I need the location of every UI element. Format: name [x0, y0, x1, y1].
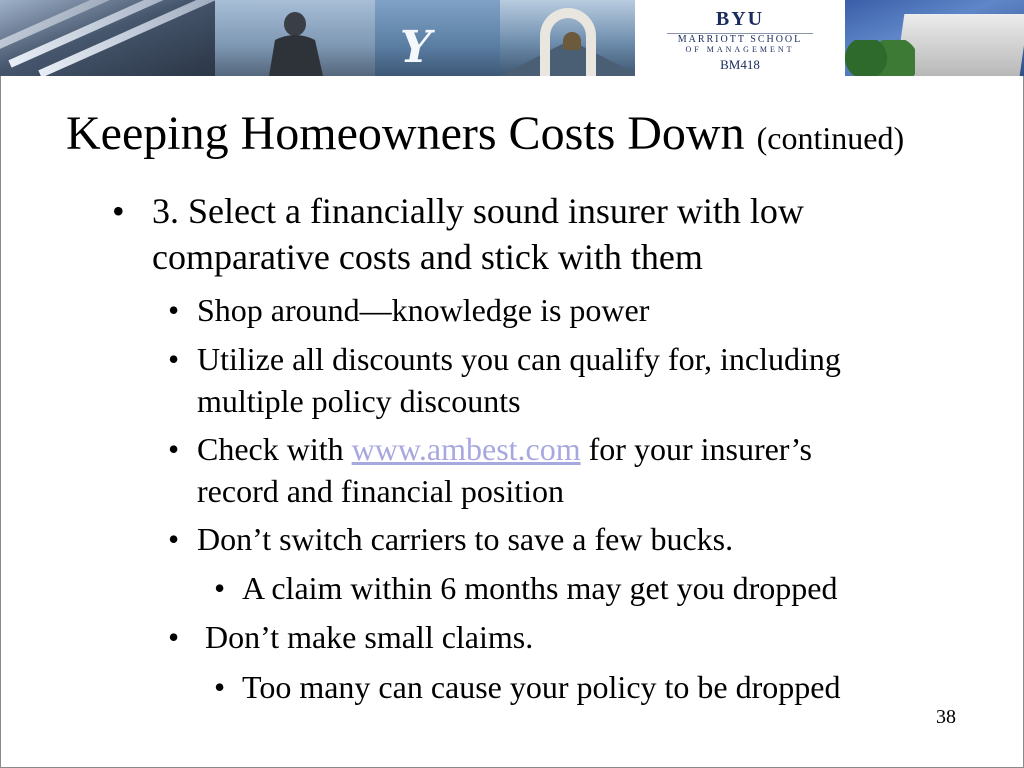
page-number: 38: [936, 706, 956, 728]
banner-photo-architecture: [0, 0, 215, 76]
main-bullet: [112, 188, 804, 280]
byu-marriott-logo: [635, 0, 845, 76]
bullet-dot: •: [214, 669, 226, 705]
sub-bullet-switch-text: Don’t switch carriers to save a few bucks.: [197, 521, 734, 557]
bullet-dot: •: [214, 570, 226, 606]
bullet-dot: •: [168, 341, 180, 377]
title-suffix: (continued): [756, 120, 905, 156]
sub-bullet-shop-text: Shop around—knowledge is power: [197, 292, 650, 328]
banner-photo-y-mountain: [375, 0, 500, 76]
sub-bullet-shop: [168, 289, 649, 331]
sub-bullet-discounts: [168, 338, 841, 422]
slide-title: [66, 106, 904, 161]
sub-bullet-claims-text: Don’t make small claims.: [197, 619, 534, 655]
sub-bullet-switch: [168, 518, 733, 560]
bullet-dot: •: [168, 292, 180, 328]
ambest-link[interactable]: www.ambest.com: [351, 431, 581, 467]
logo-school: MARRIOTT SCHOOL: [677, 34, 803, 45]
check-suffix: for your insurer’s: [580, 431, 812, 467]
bullet-dot: •: [168, 431, 180, 467]
main-bullet-line2: comparative costs and stick with them: [152, 237, 703, 277]
logo-management: OF MANAGEMENT: [685, 45, 795, 54]
sub-bullet-check-line2: record and financial position: [197, 473, 564, 509]
statue-icon: [255, 10, 335, 76]
check-prefix: Check with: [197, 431, 352, 467]
title-main: Keeping Homeowners Costs Down: [66, 107, 745, 160]
bullet-dot: •: [168, 619, 180, 655]
bullet-dot: •: [168, 521, 180, 557]
y-mountain-icon: Y: [400, 22, 426, 73]
bullet-dot: •: [112, 191, 125, 231]
sub-sub-bullet-claims-text: Too many can cause your policy to be dropped: [242, 669, 841, 705]
bell-icon: [563, 32, 581, 50]
sub-bullet-discounts-line2: multiple policy discounts: [197, 383, 521, 419]
main-bullet-line1: 3. Select a financially sound insurer with low: [152, 191, 804, 231]
sub-bullet-check: [168, 428, 812, 512]
sub-sub-bullet-switch: [214, 567, 837, 609]
header-banner: [0, 0, 1024, 76]
sub-sub-bullet-switch-text: A claim within 6 months may get you dropped: [242, 570, 838, 606]
sub-bullet-check-line1: [168, 428, 812, 470]
trees-shape: [845, 40, 915, 76]
logo-name: BYU: [715, 8, 765, 30]
course-code: BM418: [720, 57, 760, 72]
sub-bullet-claims: [168, 616, 533, 658]
sub-bullet-discounts-line1: Utilize all discounts you can qualify for, including: [197, 341, 841, 377]
sub-sub-bullet-claims: [214, 666, 840, 708]
